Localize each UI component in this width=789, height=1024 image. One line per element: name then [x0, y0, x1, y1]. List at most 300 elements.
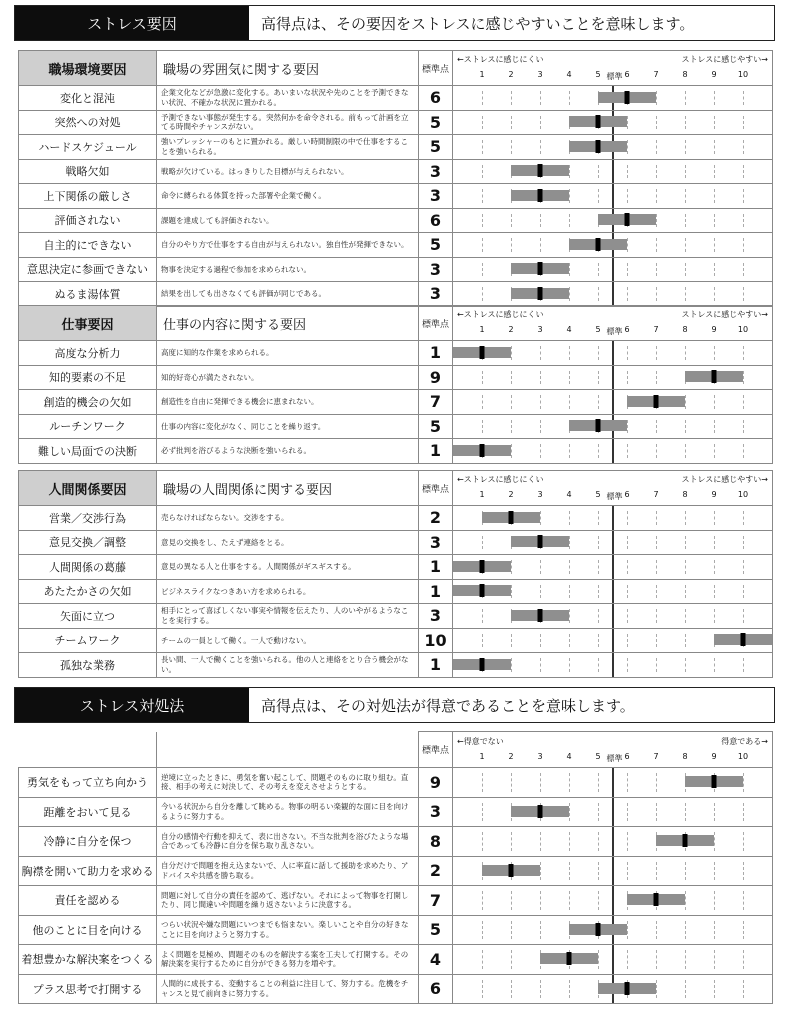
grid-line [743, 536, 744, 550]
score-graph [453, 580, 772, 604]
grid-line [627, 560, 628, 574]
grid-line [743, 189, 744, 203]
table-row [19, 797, 773, 827]
scale-tick-label: 6 [624, 751, 630, 761]
grid-line [482, 91, 483, 105]
scale-tick-label: 3 [537, 490, 543, 499]
score-graph [453, 827, 772, 856]
grid-line [656, 165, 657, 179]
scale-tick-label: 2 [508, 70, 514, 79]
grid-line [714, 263, 715, 277]
grid-line [540, 773, 541, 792]
factor-name: 距離をおいて見る [19, 797, 157, 827]
grid-line [569, 609, 570, 623]
standard-line [612, 341, 614, 365]
grid-line [627, 116, 628, 130]
score-marker [596, 238, 601, 251]
score-column-header: 標準点 [419, 732, 453, 768]
score-marker [538, 609, 543, 622]
grid-line [714, 91, 715, 105]
scale-tick-label: 4 [566, 70, 572, 79]
grid-line [656, 803, 657, 822]
group-scale-header [453, 306, 772, 340]
factor-description: 知的好奇心が満たされない。 [157, 365, 419, 390]
table-row [19, 365, 773, 390]
standard-score: 5 [419, 915, 453, 945]
grid-line [627, 862, 628, 881]
group-description: 職場の人間関係に関する要因 [157, 471, 419, 506]
grid-line [714, 980, 715, 999]
grid-line [743, 420, 744, 434]
scale-left-label: ←ストレスに感じにくい [457, 310, 544, 319]
grid-line [511, 585, 512, 599]
grid-line [598, 658, 599, 672]
standard-line [612, 653, 614, 677]
grid-line [685, 803, 686, 822]
score-column-header: 標準点 [419, 51, 453, 86]
scale-tick-label: 4 [566, 490, 572, 499]
scale-tick-label: 6 [624, 490, 630, 499]
score-graph [453, 341, 772, 365]
grid-line [685, 91, 686, 105]
grid-line [685, 214, 686, 228]
grid-line [714, 395, 715, 409]
score-marker [625, 91, 630, 104]
grid-line [482, 803, 483, 822]
table-row [19, 604, 773, 629]
grid-line [511, 891, 512, 910]
grid-line [656, 585, 657, 599]
stress-factors-description: 高得点は、その要因をストレスに感じやすいことを意味します。 [261, 14, 695, 33]
grid-line [685, 238, 686, 252]
grid-line [714, 862, 715, 881]
group-description: 仕事の内容に関する要因 [157, 306, 419, 341]
grid-line [540, 891, 541, 910]
group-scale-header [453, 51, 772, 85]
factor-group-table [18, 50, 773, 307]
grid-line [656, 91, 657, 105]
group-title: 職場環境要因 [19, 51, 157, 86]
factor-name: 高度な分析力 [19, 341, 157, 366]
grid-line [569, 371, 570, 385]
standard-score: 5 [419, 135, 453, 160]
grid-line [598, 634, 599, 648]
standard-score: 3 [419, 282, 453, 307]
grid-line [482, 287, 483, 301]
grid-line [569, 165, 570, 179]
grid-line [540, 980, 541, 999]
grid-line [714, 287, 715, 301]
factor-description: 自分のやり方で仕事をする自由が与えられない。独自性が発揮できない。 [157, 233, 419, 258]
score-marker [538, 287, 543, 300]
grid-line [540, 346, 541, 360]
grid-line [482, 980, 483, 999]
factor-name: プラス思考で打開する [19, 974, 157, 1004]
table-row [19, 555, 773, 580]
factor-description: 創造性を自由に発揮できる機会に恵まれない。 [157, 390, 419, 415]
scale-right-label: ストレスに感じやすい→ [681, 55, 768, 64]
grid-line [656, 444, 657, 458]
table-row [19, 257, 773, 282]
factor-description: 強いプレッシャーのもとに置かれる。厳しい時間制限の中で仕事をすることを強いられる。 [157, 135, 419, 160]
score-marker [654, 893, 659, 906]
grid-line [482, 371, 483, 385]
grid-line [627, 585, 628, 599]
score-marker [683, 834, 688, 847]
scale-tick-label: 1 [479, 325, 485, 334]
grid-line [598, 803, 599, 822]
standard-line [612, 604, 614, 628]
table-row [19, 208, 773, 233]
scale-tick-label: 3 [537, 70, 543, 79]
grid-line [540, 214, 541, 228]
scale-tick-label: 9 [711, 490, 717, 499]
scale-tick-label: 5 [595, 325, 601, 334]
grid-line [540, 395, 541, 409]
table-row [19, 159, 773, 184]
grid-line [511, 395, 512, 409]
scale-tick-label: 6 [624, 325, 630, 334]
grid-line [685, 511, 686, 525]
grid-line [656, 420, 657, 434]
grid-line [714, 950, 715, 969]
standard-line [612, 531, 614, 555]
factor-name: ハードスケジュール [19, 135, 157, 160]
score-marker [712, 775, 717, 788]
grid-line [598, 346, 599, 360]
grid-line [656, 536, 657, 550]
grid-line [714, 658, 715, 672]
grid-line [714, 214, 715, 228]
standard-label: 標準 [606, 327, 623, 336]
grid-line [714, 346, 715, 360]
grid-line [743, 287, 744, 301]
table-row [19, 414, 773, 439]
grid-line [511, 420, 512, 434]
score-graph [453, 233, 772, 257]
grid-line [743, 832, 744, 851]
factor-name: 知的要素の不足 [19, 365, 157, 390]
table-row [19, 390, 773, 415]
standard-line [612, 506, 614, 530]
grid-line [685, 444, 686, 458]
factor-description: 予測できない事態が発生する。突然何かを命令される。前もって計画を立てる時間やチャンスがない。 [157, 110, 419, 135]
grid-line [511, 140, 512, 154]
grid-line [743, 346, 744, 360]
factor-name: 評価されない [19, 208, 157, 233]
factor-description: 売らなければならない。交渉をする。 [157, 506, 419, 531]
grid-line [598, 609, 599, 623]
grid-line [714, 444, 715, 458]
grid-line [656, 371, 657, 385]
score-graph [453, 111, 772, 135]
grid-line [743, 585, 744, 599]
standard-line [612, 827, 614, 856]
grid-line [540, 140, 541, 154]
group-description: 職場の雰囲気に関する要因 [157, 51, 419, 86]
scale-tick-label: 8 [682, 751, 688, 761]
factor-description: 物事を決定する過程で参加を求められない。 [157, 257, 419, 282]
standard-line [612, 768, 614, 797]
grid-line [598, 832, 599, 851]
grid-line [714, 189, 715, 203]
scale-tick-label: 9 [711, 70, 717, 79]
grid-line [569, 803, 570, 822]
grid-line [656, 116, 657, 130]
standard-score: 3 [419, 159, 453, 184]
standard-line [612, 798, 614, 827]
score-marker [538, 189, 543, 202]
standard-label: 標準 [606, 492, 623, 501]
grid-line [598, 536, 599, 550]
grid-line [714, 238, 715, 252]
grid-line [569, 585, 570, 599]
factor-description: ビジネスライクなつきあい方を求められる。 [157, 579, 419, 604]
standard-score: 4 [419, 945, 453, 975]
score-marker [538, 262, 543, 275]
grid-line [598, 263, 599, 277]
standard-score: 7 [419, 390, 453, 415]
standard-score: 6 [419, 974, 453, 1004]
standard-label: 標準 [606, 753, 623, 763]
grid-line [685, 609, 686, 623]
factor-description: 仕事の内容に変化がなく、同じことを繰り返す。 [157, 414, 419, 439]
scale-tick-label: 2 [508, 490, 514, 499]
standard-score: 3 [419, 797, 453, 827]
grid-line [656, 511, 657, 525]
score-marker [596, 115, 601, 128]
grid-line [685, 634, 686, 648]
grid-line [482, 634, 483, 648]
grid-line [743, 950, 744, 969]
grid-line [540, 658, 541, 672]
standard-line [612, 439, 614, 463]
grid-line [569, 287, 570, 301]
table-row [19, 945, 773, 975]
grid-line [482, 609, 483, 623]
scale-tick-label: 4 [566, 325, 572, 334]
scale-tick-label: 8 [682, 325, 688, 334]
group-scale-header [453, 471, 772, 505]
grid-line [743, 91, 744, 105]
standard-score: 1 [419, 555, 453, 580]
grid-line [540, 634, 541, 648]
standard-score: 8 [419, 827, 453, 857]
factor-description: 人間的に成長する、変動することの利益に注目して、努力する。危機をチャンスと見て前向きに努力する。 [157, 974, 419, 1004]
standard-score: 5 [419, 414, 453, 439]
score-marker [538, 535, 543, 548]
standard-score: 2 [419, 506, 453, 531]
grid-line [540, 585, 541, 599]
scale-tick-label: 7 [653, 70, 659, 79]
factor-name: ルーチンワーク [19, 414, 157, 439]
grid-line [598, 287, 599, 301]
grid-line [656, 658, 657, 672]
factor-description: 結果を出しても出さなくても評価が同じである。 [157, 282, 419, 307]
scale-tick-label: 4 [566, 751, 572, 761]
standard-score: 6 [419, 86, 453, 111]
score-graph [453, 945, 772, 974]
stress-factors-header [14, 5, 775, 41]
grid-line [598, 891, 599, 910]
score-graph [453, 160, 772, 184]
score-graph [453, 366, 772, 390]
factor-name: チームワーク [19, 628, 157, 653]
grid-line [656, 980, 657, 999]
grid-line [482, 238, 483, 252]
grid-line [685, 950, 686, 969]
scale-tick-label: 2 [508, 325, 514, 334]
scale-tick-label: 7 [653, 490, 659, 499]
grid-line [627, 950, 628, 969]
score-graph [453, 209, 772, 233]
coping-table [18, 731, 773, 1004]
scale-tick-label: 1 [479, 70, 485, 79]
grid-line [482, 420, 483, 434]
scale-left-label: ←ストレスに感じにくい [457, 55, 544, 64]
standard-score: 1 [419, 439, 453, 464]
score-marker [625, 213, 630, 226]
scale-tick-label: 3 [537, 751, 543, 761]
grid-line [482, 773, 483, 792]
grid-line [598, 444, 599, 458]
score-graph [453, 184, 772, 208]
scale-tick-label: 3 [537, 325, 543, 334]
grid-line [540, 862, 541, 881]
table-row [19, 974, 773, 1004]
scale-tick-label: 10 [737, 751, 749, 761]
grid-line [743, 862, 744, 881]
grid-line [627, 346, 628, 360]
score-graph [453, 135, 772, 159]
grid-line [743, 560, 744, 574]
score-graph [453, 629, 772, 653]
table-row [19, 827, 773, 857]
grid-line [685, 346, 686, 360]
grid-line [714, 140, 715, 154]
grid-line [511, 832, 512, 851]
grid-line [569, 658, 570, 672]
score-marker [480, 658, 485, 671]
score-marker [480, 560, 485, 573]
scale-tick-label: 8 [682, 70, 688, 79]
standard-line [612, 886, 614, 915]
grid-line [743, 140, 744, 154]
grid-line [685, 921, 686, 940]
grid-line [627, 420, 628, 434]
grid-line [627, 140, 628, 154]
standard-line [612, 366, 614, 390]
score-marker [712, 370, 717, 383]
grid-line [598, 189, 599, 203]
scale-tick-label: 1 [479, 490, 485, 499]
table-row [19, 768, 773, 798]
table-row [19, 530, 773, 555]
grid-line [714, 921, 715, 940]
grid-line [482, 921, 483, 940]
grid-line [482, 189, 483, 203]
standard-line [612, 390, 614, 414]
factor-name: 矢面に立つ [19, 604, 157, 629]
standard-line [612, 184, 614, 208]
grid-line [482, 536, 483, 550]
standard-line [612, 555, 614, 579]
score-marker [538, 164, 543, 177]
grid-line [569, 832, 570, 851]
grid-line [627, 263, 628, 277]
factor-description: 命令に縛られる体質を持った部署や企業で働く。 [157, 184, 419, 209]
table-row [19, 282, 773, 307]
grid-line [627, 634, 628, 648]
grid-line [685, 420, 686, 434]
grid-line [685, 560, 686, 574]
scale-tick-label: 9 [711, 325, 717, 334]
factor-description: つらい状況や嫌な問題にいつまでも悩まない。楽しいことや自分の好きなことに目を向けようと努力する。 [157, 915, 419, 945]
score-graph [453, 415, 772, 439]
grid-line [598, 395, 599, 409]
factor-name: 上下関係の厳しさ [19, 184, 157, 209]
coping-scale-header [453, 733, 772, 767]
factor-name: 戦略欠如 [19, 159, 157, 184]
standard-line [612, 580, 614, 604]
score-graph [453, 258, 772, 282]
factor-description: 逆境に立ったときに、勇気を奮い起こして、問題そのものに取り組む。直接、相手の考えに対決して、その考えを変えさせようとする。 [157, 768, 419, 798]
grid-line [627, 921, 628, 940]
factor-description: 問題に対して自分の責任を認めて、逃げない。それによって物事を打開したり、同じ間違いや問題を繰り返さないように決意する。 [157, 886, 419, 916]
grid-line [569, 891, 570, 910]
grid-line [743, 803, 744, 822]
grid-line [743, 371, 744, 385]
standard-score: 7 [419, 886, 453, 916]
grid-line [569, 980, 570, 999]
grid-line [511, 634, 512, 648]
grid-line [743, 165, 744, 179]
factor-name: 創造的機会の欠如 [19, 390, 157, 415]
grid-line [598, 585, 599, 599]
grid-line [743, 444, 744, 458]
factor-description: 今いる状況から自分を離して眺める。物事の明るい楽観的な面に目を向けるように努力する。 [157, 797, 419, 827]
group-title: 仕事要因 [19, 306, 157, 341]
score-graph [453, 798, 772, 827]
grid-line [656, 560, 657, 574]
grid-line [569, 634, 570, 648]
factor-description: 意見の異なる人と仕事をする。人間関係がギスギスする。 [157, 555, 419, 580]
coping-description: 高得点は、その対処法が得意であることを意味します。 [261, 696, 635, 715]
grid-line [540, 921, 541, 940]
standard-score: 3 [419, 257, 453, 282]
scale-left-label: ←ストレスに感じにくい [457, 475, 544, 484]
grid-line [482, 395, 483, 409]
scale-right-label: 得意である→ [721, 736, 768, 746]
factor-name: ぬるま湯体質 [19, 282, 157, 307]
grid-line [569, 263, 570, 277]
grid-line [714, 116, 715, 130]
grid-line [685, 140, 686, 154]
grid-line [511, 773, 512, 792]
factor-name: 人間関係の葛藤 [19, 555, 157, 580]
grid-line [714, 165, 715, 179]
factor-name: 胸襟を開いて助力を求める [19, 856, 157, 886]
standard-score: 1 [419, 341, 453, 366]
score-graph [453, 531, 772, 555]
score-marker [509, 864, 514, 877]
score-graph [453, 975, 772, 1004]
grid-line [743, 980, 744, 999]
grid-line [627, 609, 628, 623]
grid-line [743, 238, 744, 252]
score-marker [741, 633, 746, 646]
standard-line [612, 629, 614, 653]
